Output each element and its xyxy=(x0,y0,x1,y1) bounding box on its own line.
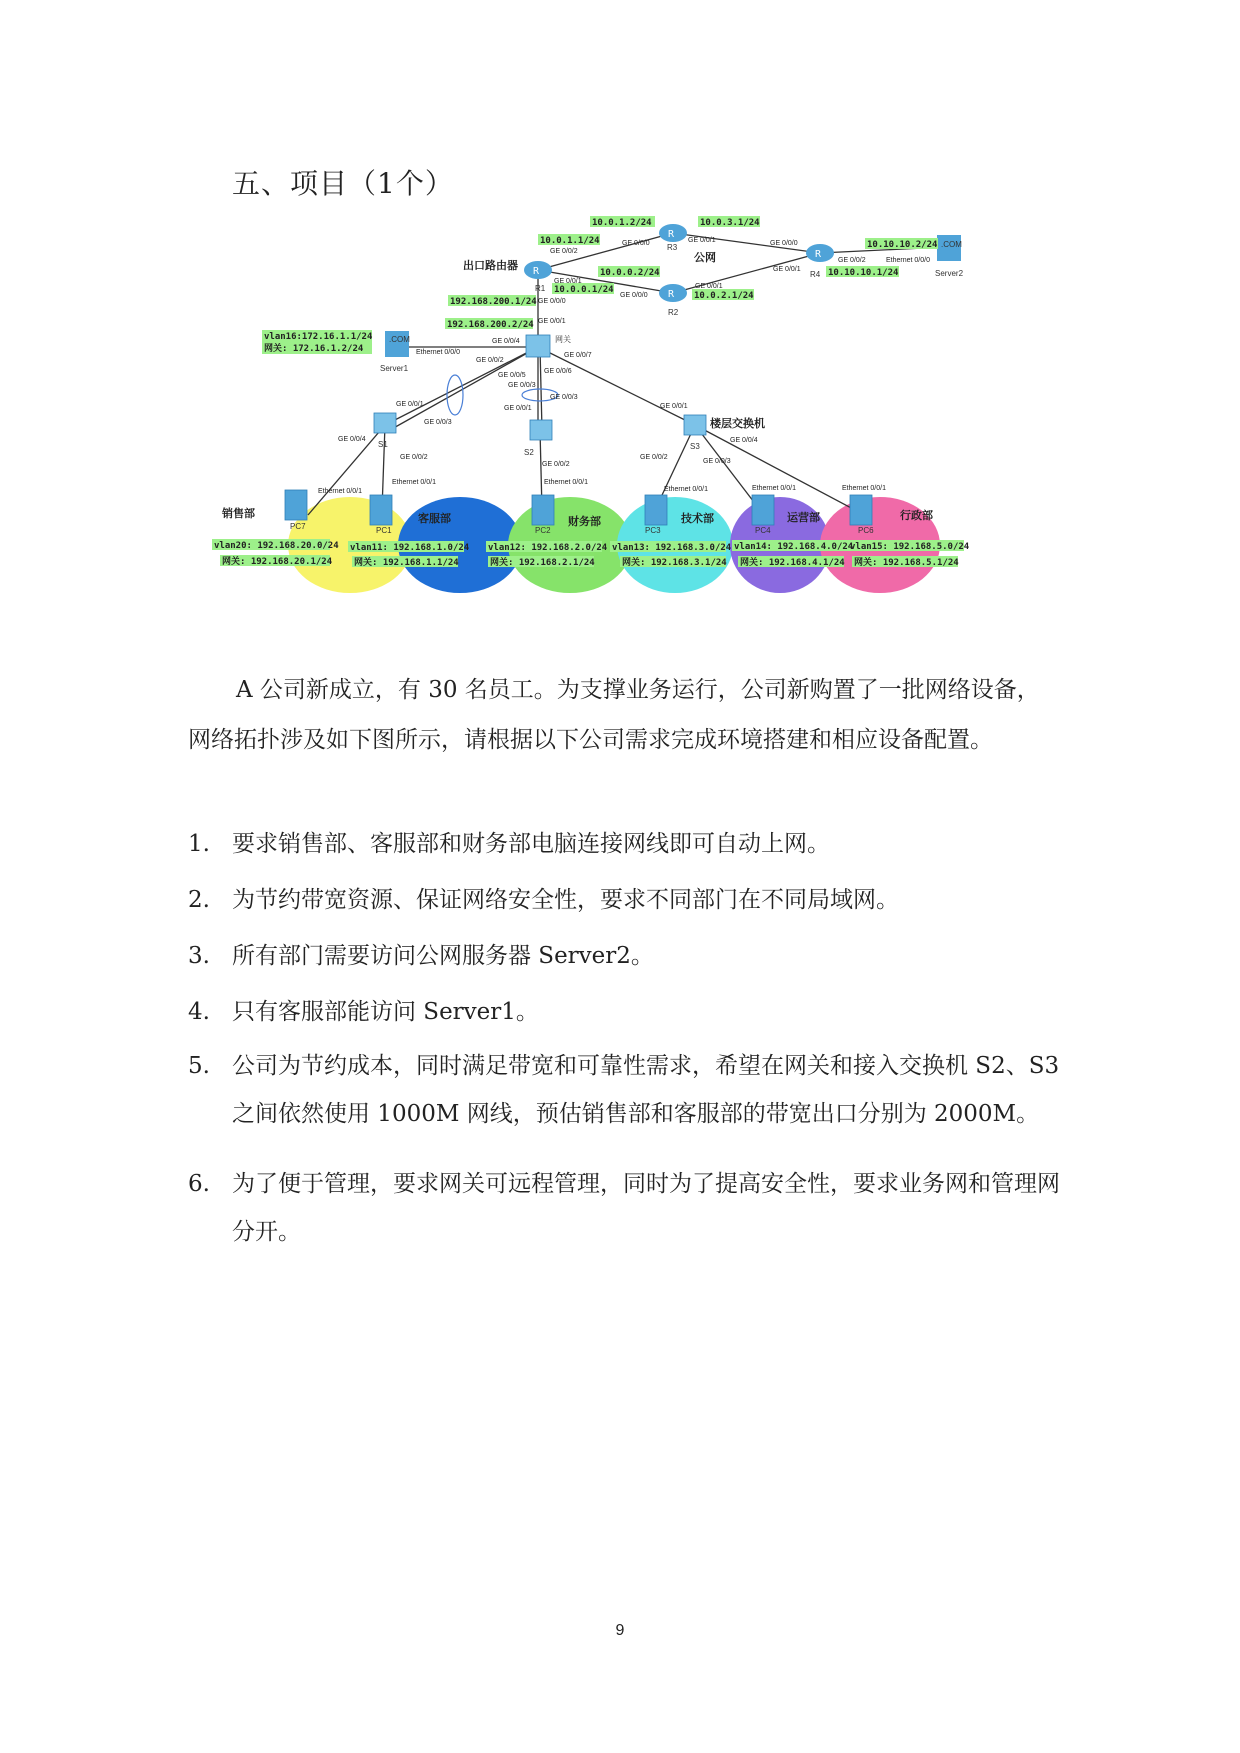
ip-server1-vlan: vlan16:172.16.1.1/24 xyxy=(264,332,373,342)
intro-paragraph: A 公司新成立，有 30 名员工。为支撑业务运行，公司新购置了一批网络设备，网络拓扑涉及如下图所示，请根据以下公司需求完成环境搭建和相应设备配置。 xyxy=(188,677,1040,753)
requirement-text: 为了便于管理，要求网关可远程管理，同时为了提高安全性，要求业务网和管理网分开。 xyxy=(232,1171,1060,1245)
port-s3-ge004: GE 0/0/4 xyxy=(730,437,758,444)
dept-name-ops: 运营部 xyxy=(787,511,820,524)
port-pc7-eth: Ethernet 0/0/1 xyxy=(318,488,362,495)
requirement-text: 公司为节约成本，同时满足带宽和可靠性需求，希望在网关和接入交换机 S2、S3 之间依然使用 1000M 网线，预估销售部和客服部的带宽出口分别为 2000M。 xyxy=(232,1053,1060,1127)
port-r1-ge001: GE 0/0/1 xyxy=(554,278,582,285)
port-gw-ge001: GE 0/0/1 xyxy=(538,318,566,325)
port-r3-ge001: GE 0/0/1 xyxy=(688,237,716,244)
port-r4-ge001: GE 0/0/1 xyxy=(773,266,801,273)
port-s1-ge001: GE 0/0/1 xyxy=(396,401,424,408)
ip-r1-to-r3: 10.0.1.1/24 xyxy=(540,236,600,246)
gw-service: 网关: 192.168.1.1/24 xyxy=(354,558,459,568)
pc4-label: PC4 xyxy=(755,526,771,535)
pc6-label: PC6 xyxy=(858,526,874,535)
ip-gw-up: 192.168.200.2/24 xyxy=(447,320,534,330)
port-pc1-eth: Ethernet 0/0/1 xyxy=(392,479,436,486)
port-r2-ge001: GE 0/0/1 xyxy=(695,283,723,290)
r3-label: R3 xyxy=(667,243,678,252)
gw-admin: 网关: 192.168.5.1/24 xyxy=(854,558,959,568)
dept-name-sales: 销售部 xyxy=(222,507,255,520)
requirement-item xyxy=(188,988,1068,1036)
gw-sales: 网关: 192.168.20.1/24 xyxy=(222,557,333,567)
port-s1-ge002: GE 0/0/2 xyxy=(400,454,428,461)
requirement-text: 要求销售部、客服部和财务部电脑连接网线即可自动上网。 xyxy=(232,831,830,857)
port-r1-ge000: GE 0/0/0 xyxy=(538,298,566,305)
link-aggregation-ring-1 xyxy=(447,375,463,415)
port-s2-ge002: GE 0/0/2 xyxy=(542,461,570,468)
vlan-service: vlan11: 192.168.1.0/24 xyxy=(350,543,470,553)
port-s1-ge003: GE 0/0/3 xyxy=(424,419,452,426)
s2-label: S2 xyxy=(524,448,534,457)
port-pc3-eth: Ethernet 0/0/1 xyxy=(664,486,708,493)
gw-tech: 网关: 192.168.3.1/24 xyxy=(622,558,727,568)
requirement-item xyxy=(188,1042,1068,1138)
network-topology-diagram xyxy=(214,218,1090,650)
vlan-tech: vlan13: 192.168.3.0/24 xyxy=(612,543,732,553)
server1-label: Server1 xyxy=(380,364,409,373)
port-pc2-eth: Ethernet 0/0/1 xyxy=(544,479,588,486)
requirement-number: 3. xyxy=(188,943,210,969)
requirement-text: 所有部门需要访问公网服务器 Server2。 xyxy=(232,943,654,969)
port-server1-eth: Ethernet 0/0/0 xyxy=(416,349,460,356)
ip-r4-lower: 10.10.10.1/24 xyxy=(828,268,899,278)
port-r3-ge000: GE 0/0/0 xyxy=(622,240,650,247)
pc1-label: PC1 xyxy=(376,526,392,535)
port-r4-ge002: GE 0/0/2 xyxy=(838,257,866,264)
svg-text:R: R xyxy=(815,249,822,260)
port-gw-ge006: GE 0/0/6 xyxy=(544,368,572,375)
requirement-number: 1. xyxy=(188,831,210,857)
exit-router-label: 出口路由器 xyxy=(463,259,518,272)
requirement-number: 5. xyxy=(188,1053,210,1079)
requirement-number: 6. xyxy=(188,1171,210,1197)
port-server2-eth: Ethernet 0/0/0 xyxy=(886,257,930,264)
requirement-number: 2. xyxy=(188,887,210,913)
page-number: 9 xyxy=(615,1622,625,1639)
dept-name-service: 客服部 xyxy=(418,512,451,525)
r2-label: R2 xyxy=(668,308,679,317)
port-gw-ge005: GE 0/0/5 xyxy=(498,372,526,379)
port-gw-ge003: GE 0/0/3 xyxy=(508,382,536,389)
pc7-label: PC7 xyxy=(290,522,306,531)
svg-text:R: R xyxy=(668,229,675,240)
port-pc4-eth: Ethernet 0/0/1 xyxy=(752,485,796,492)
vlan-ops: vlan14: 192.168.4.0/24 xyxy=(734,542,854,552)
ip-r3-left: 10.0.1.2/24 xyxy=(592,218,652,228)
port-r4-ge000: GE 0/0/0 xyxy=(770,240,798,247)
requirement-item xyxy=(188,876,1068,924)
port-s2-ge001: GE 0/0/1 xyxy=(504,405,532,412)
pc3-label: PC3 xyxy=(645,526,661,535)
gw-finance: 网关: 192.168.2.1/24 xyxy=(490,558,595,568)
port-pc6-eth: Ethernet 0/0/1 xyxy=(842,485,886,492)
port-gw-ge007: GE 0/0/7 xyxy=(564,352,592,359)
svg-text:R: R xyxy=(668,289,675,300)
requirement-item xyxy=(188,932,1068,980)
ip-r2-right: 10.0.2.1/24 xyxy=(694,291,754,301)
access-switch-label: 楼层交换机 xyxy=(710,417,765,430)
port-gw-ge002: GE 0/0/2 xyxy=(476,357,504,364)
ip-r3-right: 10.0.3.1/24 xyxy=(700,218,760,228)
ip-r1-r2b: 10.0.0.1/24 xyxy=(554,285,614,295)
requirement-number: 4. xyxy=(188,999,210,1025)
ip-r4-server2: 10.10.10.2/24 xyxy=(867,240,938,250)
server2-tag: .COM xyxy=(941,240,962,249)
ip-r1-down: 192.168.200.1/24 xyxy=(450,297,537,307)
svg-text:R: R xyxy=(533,266,540,277)
s1-label: S1 xyxy=(378,440,388,449)
requirement-item xyxy=(188,820,1068,868)
r1-label: R1 xyxy=(535,284,546,293)
port-s3-ge001: GE 0/0/1 xyxy=(660,403,688,410)
port-s1-ge004: GE 0/0/4 xyxy=(338,436,366,443)
dept-name-finance: 财务部 xyxy=(568,515,601,528)
ip-server1-gw: 网关: 172.16.1.2/24 xyxy=(264,344,364,354)
gateway-label: 网关 xyxy=(555,335,571,344)
ip-r1-to-r2: 10.0.0.2/24 xyxy=(600,268,660,278)
vlan-admin: vlan15: 192.168.5.0/24 xyxy=(850,542,970,552)
requirement-text: 为节约带宽资源、保证网络安全性，要求不同部门在不同局域网。 xyxy=(232,887,899,913)
port-s3-ge003: GE 0/0/3 xyxy=(703,458,731,465)
section-heading: 五、项目（1个） xyxy=(232,167,454,200)
gw-ops: 网关: 192.168.4.1/24 xyxy=(740,558,845,568)
pc2-label: PC2 xyxy=(535,526,551,535)
server2-label: Server2 xyxy=(935,269,964,278)
vlan-sales: vlan20: 192.168.20.0/24 xyxy=(214,541,339,551)
port-s3-ge002: GE 0/0/2 xyxy=(640,454,668,461)
server1-tag: .COM xyxy=(389,335,410,344)
dept-name-admin: 行政部 xyxy=(900,509,933,522)
port-gw-ge004: GE 0/0/4 xyxy=(492,338,520,345)
public-network-label: 公网 xyxy=(694,251,716,264)
port-r1-ge002: GE 0/0/2 xyxy=(550,248,578,255)
requirement-item xyxy=(188,1160,1068,1256)
r4-label: R4 xyxy=(810,270,821,279)
port-s2-ge003: GE 0/0/3 xyxy=(550,394,578,401)
dept-name-tech: 技术部 xyxy=(681,512,714,525)
requirement-text: 只有客服部能访问 Server1。 xyxy=(232,999,539,1025)
port-r2-ge000: GE 0/0/0 xyxy=(620,292,648,299)
vlan-finance: vlan12: 192.168.2.0/24 xyxy=(488,543,608,553)
s3-label: S3 xyxy=(690,442,700,451)
